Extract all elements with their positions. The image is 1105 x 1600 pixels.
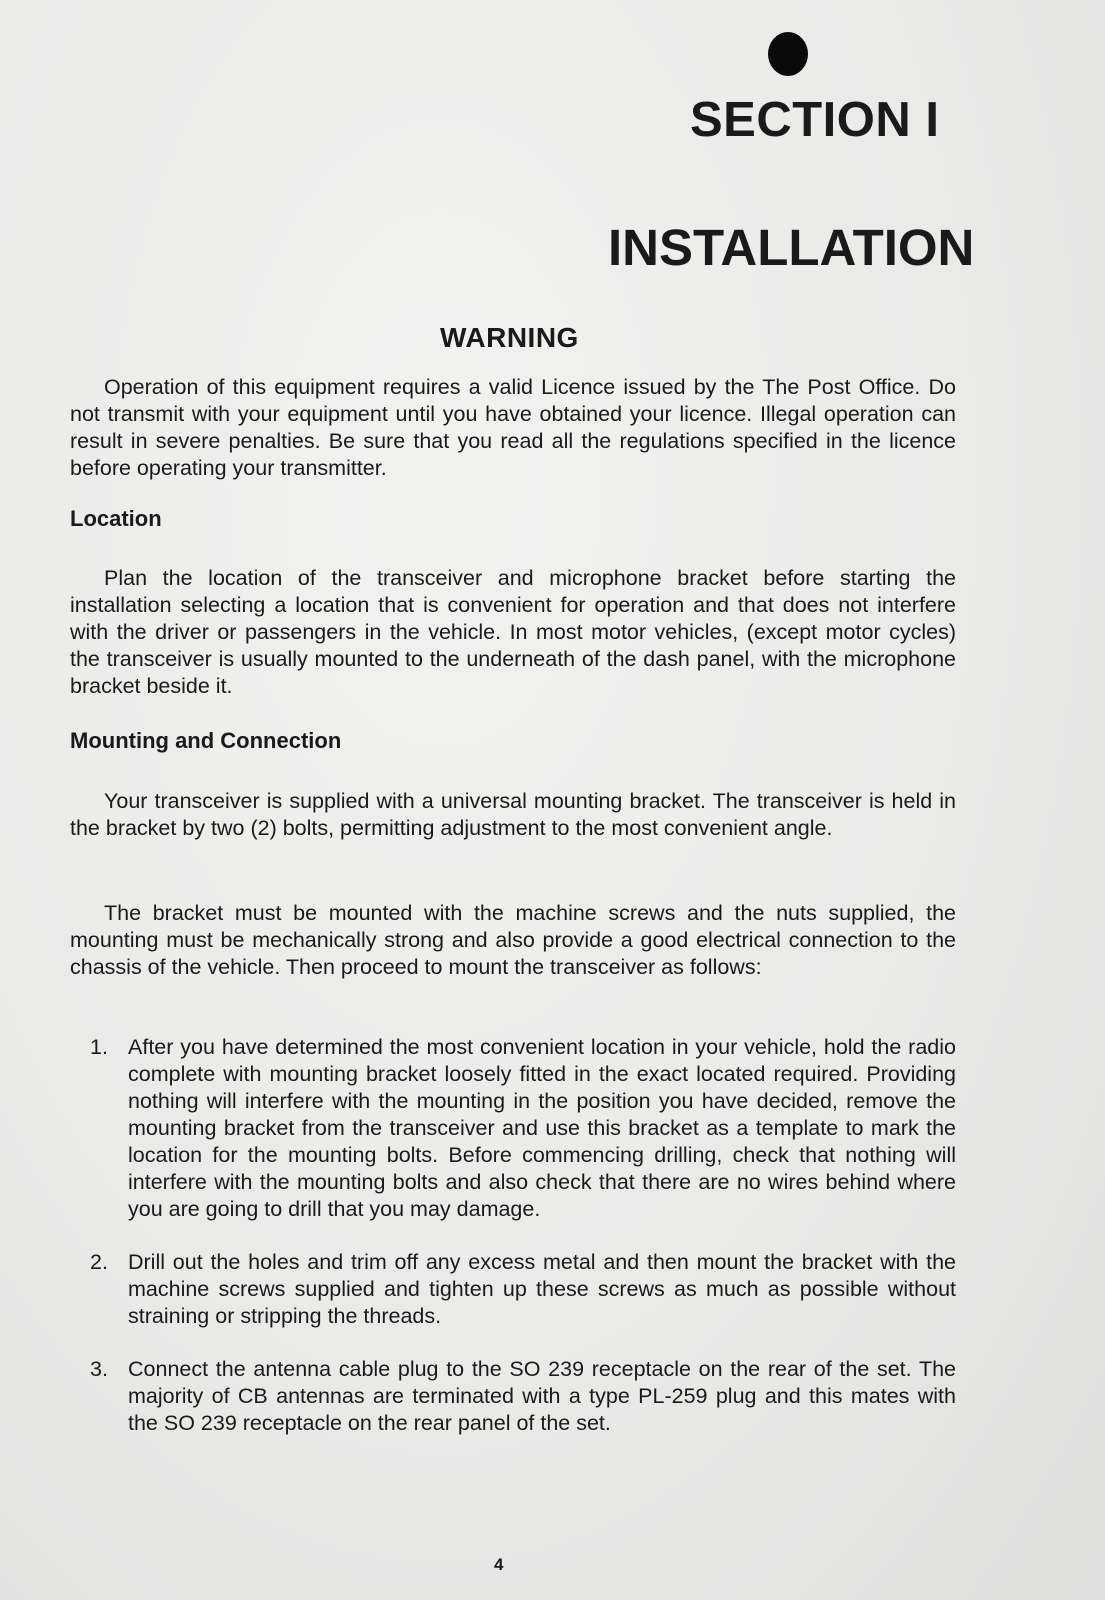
mounting-heading: Mounting and Connection (70, 728, 342, 753)
list-item (90, 1034, 956, 1223)
location-heading: Location (70, 506, 162, 531)
step-text: Connect the antenna cable plug to the SO 239 receptacle on the rear of the set. The majority of CB antennas are terminated with a type PL-259 plug and this mates with the SO 239 receptacle on the rear panel of the set. (128, 1357, 956, 1435)
punch-hole (768, 32, 808, 76)
step-text: Drill out the holes and trim off any excess metal and then mount the bracket with the machine screws supplied and tighten up these screws as much as possible without straining or stripping the threads. (128, 1250, 956, 1328)
mounting-paragraph-1: Your transceiver is supplied with a universal mounting bracket. The transceiver is held in the bracket by two (2) bolts, permitting adjustment to the most convenient angle. (70, 789, 956, 840)
list-item (90, 1249, 956, 1330)
step-number: 2. (90, 1250, 108, 1274)
page-number: 4 (494, 1555, 504, 1574)
location-paragraph: Plan the location of the transceiver and microphone bracket before starting the installation selecting a location that is convenient for operation and that does not interfere with the driver or passengers in the vehicle. In most motor vehicles, (except motor cycles) the transceiver is usually mounted to the underneath of the dash panel, with the microphone bracket beside it. (70, 566, 956, 698)
warning-paragraph: Operation of this equipment requires a valid Licence issued by the The Post Office. Do not transmit with your equipment until you have obtained your licence. Illegal operation can result in severe penalties. Be sure that you read all the regulations specified in the licence before operating your transmitter. (70, 375, 956, 480)
step-number: 3. (90, 1357, 108, 1381)
step-text: After you have determined the most convenient location in your vehicle, hold the radio complete with mounting bracket loosely fitted in the exact located required. Providing nothing will interfere with the mounting in the position you have decided, remove the mounting bracket from the transceiver and use this bracket as a template to mark the location for the mounting bolts. Before commencing drilling, check that nothing will interfere with the mounting bolts and also check that there are no wires behind where you are going to drill that you may damage. (128, 1035, 956, 1221)
mounting-steps (90, 1034, 956, 1437)
list-item (90, 1356, 956, 1437)
step-number: 1. (90, 1035, 108, 1059)
page-title: INSTALLATION (608, 219, 975, 276)
section-title: SECTION I (690, 93, 940, 147)
mounting-paragraph-2: The bracket must be mounted with the machine screws and the nuts supplied, the mounting must be mechanically strong and also provide a good electrical connection to the chassis of the vehicle. Then proceed to mount the transceiver as follows: (70, 901, 956, 979)
warning-heading: WARNING (440, 322, 579, 353)
